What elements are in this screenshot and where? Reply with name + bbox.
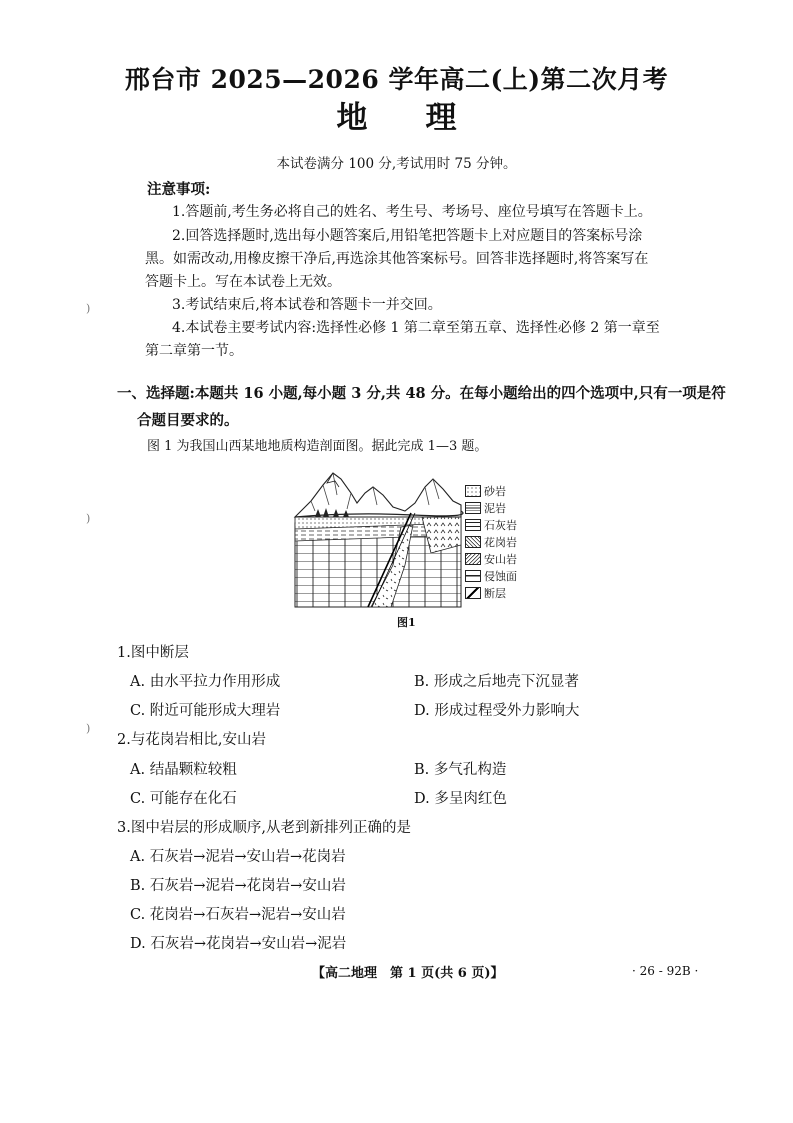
figure-legend [465,483,535,613]
notice-line: 第二章第一节。 [145,343,243,359]
question-option: B. 多气孔构造 [414,762,507,778]
question-option: B. 石灰岩→泥岩→花岗岩→安山岩 [130,878,346,894]
question-option: B. 形成之后地壳下沉显著 [414,674,579,690]
legend-label: 安山岩 [484,553,517,566]
legend-label: 断层 [484,587,506,600]
question-option: D. 石灰岩→花岗岩→安山岩→泥岩 [130,936,347,952]
legend-item [465,551,517,567]
notice-line: 1.答题前,考生务必将自己的姓名、考生号、考场号、座位号填写在答题卡上。 [172,204,652,220]
binding-mark: ) [86,512,91,525]
subject-title: 地理 [336,100,515,136]
legend-item [465,517,517,533]
fault-swatch [465,587,481,599]
binding-mark: ) [86,302,91,315]
limestone-swatch [465,519,481,531]
andesite-swatch [465,553,481,565]
notice-line: 3.考试结束后,将本试卷和答题卡一并交回。 [172,297,442,313]
question-option: C. 花岗岩→石灰岩→泥岩→安山岩 [130,907,346,923]
page-footer: 【高二地理 第 1 页(共 6 页)】 [312,966,504,981]
section-heading: 一、选择题:本题共 16 小题,每小题 3 分,共 48 分。在每小题给出的四个选项中,只有一项是符 [117,385,726,402]
question-option: C. 附近可能形成大理岩 [130,703,281,719]
legend-label: 侵蚀面 [484,570,517,583]
legend-item [465,568,517,584]
exam-title: 邢台市 2025—2026 学年高二(上)第二次月考 [124,65,669,94]
question-stem: 2.与花岗岩相比,安山岩 [117,732,266,748]
question-option: D. 形成过程受外力影响大 [414,703,580,719]
legend-item [465,534,517,550]
question-option: C. 可能存在化石 [130,791,237,807]
erosion-surface-swatch [465,570,481,582]
legend-label: 石灰岩 [484,519,517,532]
notice-line: 2.回答选择题时,选出每小题答案后,用铅笔把答题卡上对应题目的答案标号涂 [172,228,643,244]
binding-mark: ) [86,722,91,735]
legend-label: 泥岩 [484,502,506,515]
legend-item [465,585,506,601]
legend-item [465,500,506,516]
figure-caption: 图1 [397,616,416,629]
legend-label: 砂岩 [484,485,506,498]
page-code: · 26 - 92B · [632,964,699,978]
legend-item [465,483,506,499]
legend-label: 花岗岩 [484,536,517,549]
question-option: D. 多呈肉红色 [414,791,507,807]
granite-swatch [465,536,481,548]
question-option: A. 石灰岩→泥岩→安山岩→花岗岩 [130,849,346,865]
notice-line: 4.本试卷主要考试内容:选择性必修 1 第二章至第五章、选择性必修 2 第一章至 [172,320,660,336]
notice-line: 答题卡上。写在本试卷上无效。 [145,274,341,290]
question-stem: 3.图中岩层的形成顺序,从老到新排列正确的是 [117,820,411,836]
question-intro: 图 1 为我国山西某地地质构造剖面图。据此完成 1—3 题。 [147,439,488,454]
question-option: A. 由水平拉力作用形成 [130,674,281,690]
section-heading-cont: 合题目要求的。 [137,412,239,429]
sandstone-swatch [465,485,481,497]
question-stem: 1.图中断层 [117,645,189,661]
exam-info: 本试卷满分 100 分,考试用时 75 分钟。 [276,156,517,172]
notice-line: 黑。如需改动,用橡皮擦干净后,再选涂其他答案标号。回答非选择题时,将答案写在 [145,251,649,267]
geologic-cross-section-figure [293,465,533,614]
notice-heading: 注意事项: [147,181,211,198]
mudstone-swatch [465,502,481,514]
question-option: A. 结晶颗粒较粗 [130,762,237,778]
